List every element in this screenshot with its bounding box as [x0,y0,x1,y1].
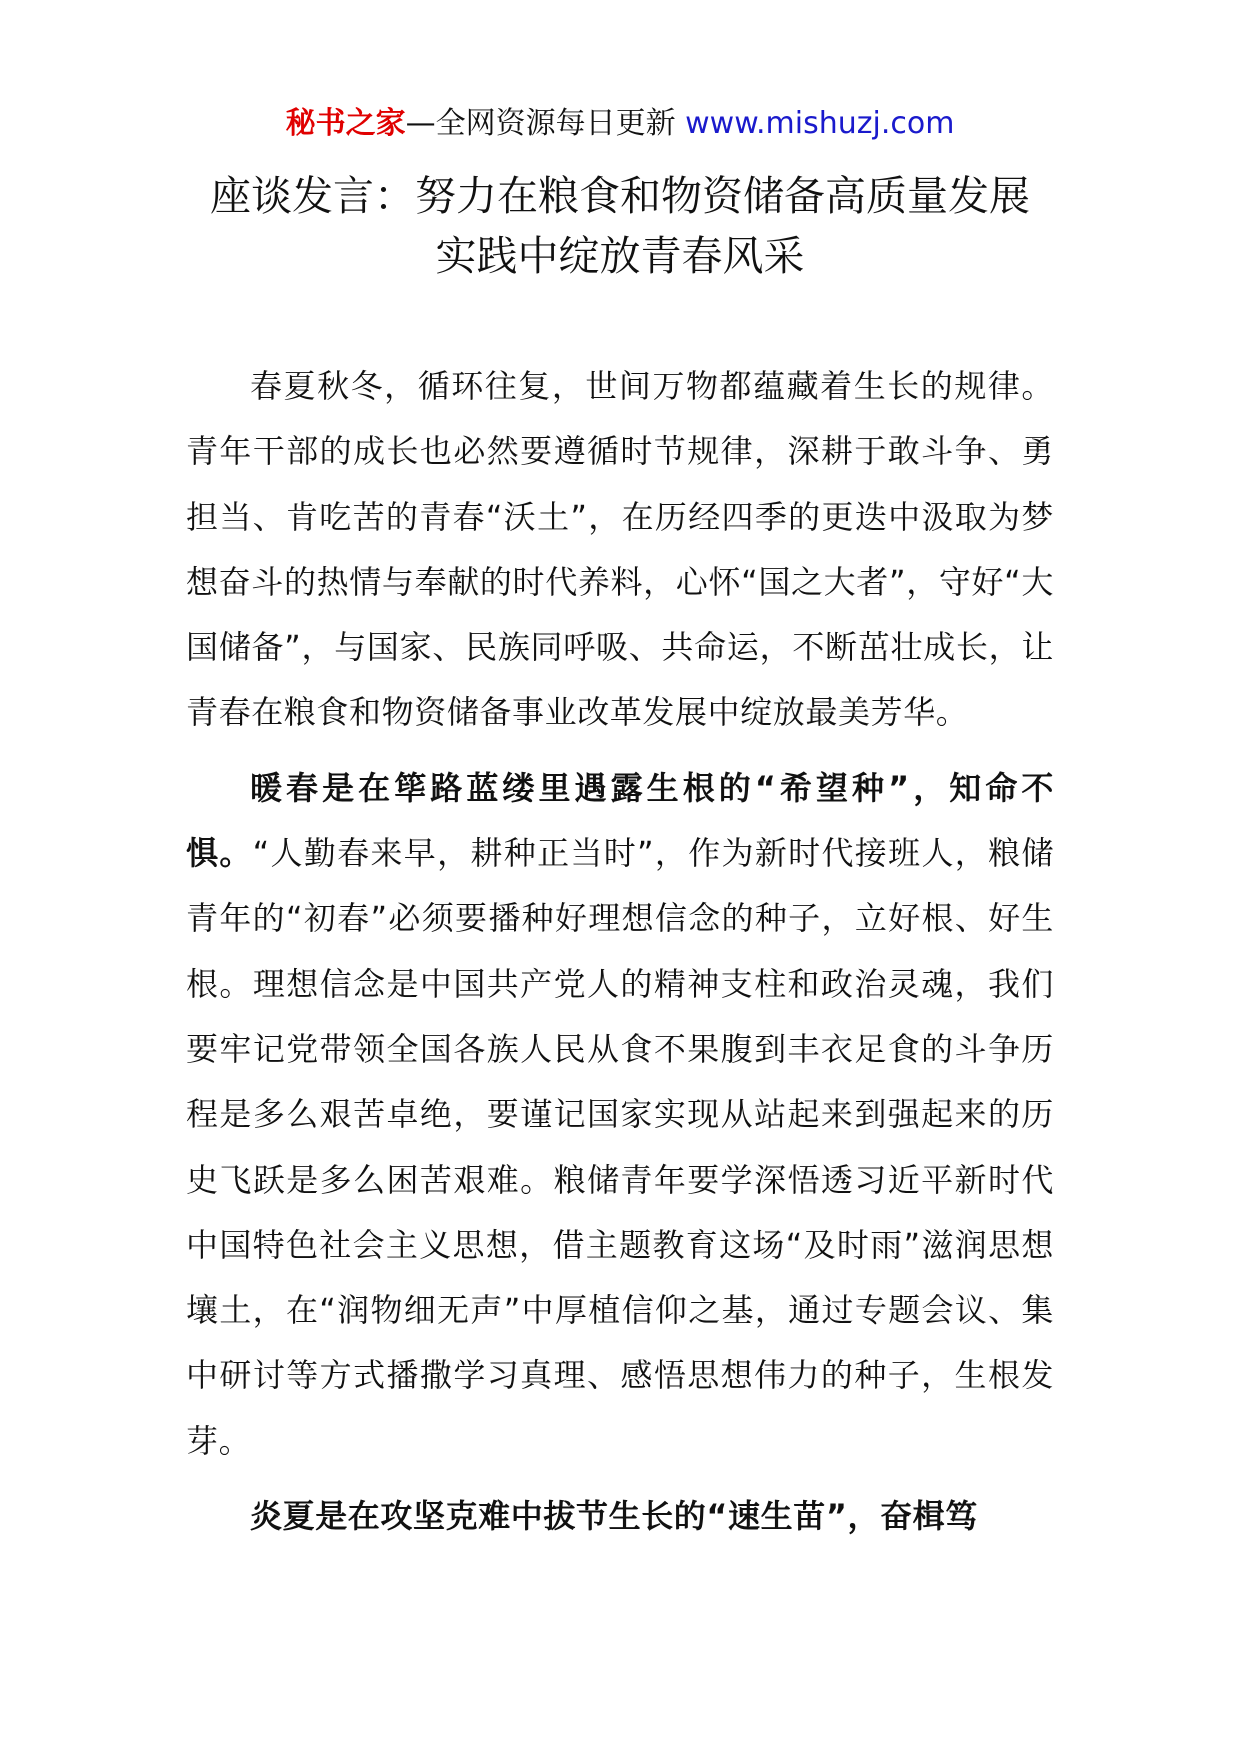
document-body [186,354,1054,1559]
title-line-1: 座谈发言：努力在粮食和物资储备高质量发展 [210,172,1030,220]
title-line-2: 实践中绽放青春风采 [435,232,805,280]
brand-name: 秘书之家 [285,106,406,141]
paragraph-text: 春夏秋冬，循环往复，世间万物都蕴藏着生长的规律。青年干部的成长也必然要遵循时节规律，深耕于敢斗争、勇担当、肯吃苦的青春“沃土”，在历经四季的更迭中汲取为梦想奋斗的热情与奉献的时代养料，心怀“国之大者”，守好“大国储备”，与国家、民族同呼吸、共命运，不断茁壮成长，让青春在粮食和物资储备事业改革发展中绽放最美芳华。 [186,367,1054,732]
paragraph-lead: 暖春是在筚路蓝缕里遇露生根的“希望种”，知命不惧。 [186,768,1054,873]
site-url-link[interactable]: www.mishuzj.com [685,106,955,141]
paragraph [186,354,1054,746]
paragraph [186,756,1054,1474]
paragraph-text: “人勤春来早，耕种正当时”，作为新时代接班人，粮储青年的“初春”必须要播种好理想信念的种子，立好根、好生根。理想信念是中国共产党人的精神支柱和政治灵魂，我们要牢记党带领全国各族人民从食不果腹到丰衣足食的斗争历程是多么艰苦卓绝，要谨记国家实现从站起来到强起来的历史飞跃是多么困苦艰难。粮储青年要学深悟透习近平新时代中国特色社会主义思想，借主题教育这场“及时雨”滋润思想壤土，在“润物细无声”中厚植信仰之基，通过专题会议、集中研讨等方式播撒学习真理、感悟思想伟力的种子，生根发芽。 [186,834,1054,1460]
site-header [0,104,1240,144]
paragraph [186,1484,1054,1549]
paragraph-lead: 炎夏是在攻坚克难中拔节生长的“速生苗”，奋楫笃 [250,1497,978,1536]
header-slogan: —全网资源每日更新 [405,106,676,141]
document-title [0,166,1240,286]
